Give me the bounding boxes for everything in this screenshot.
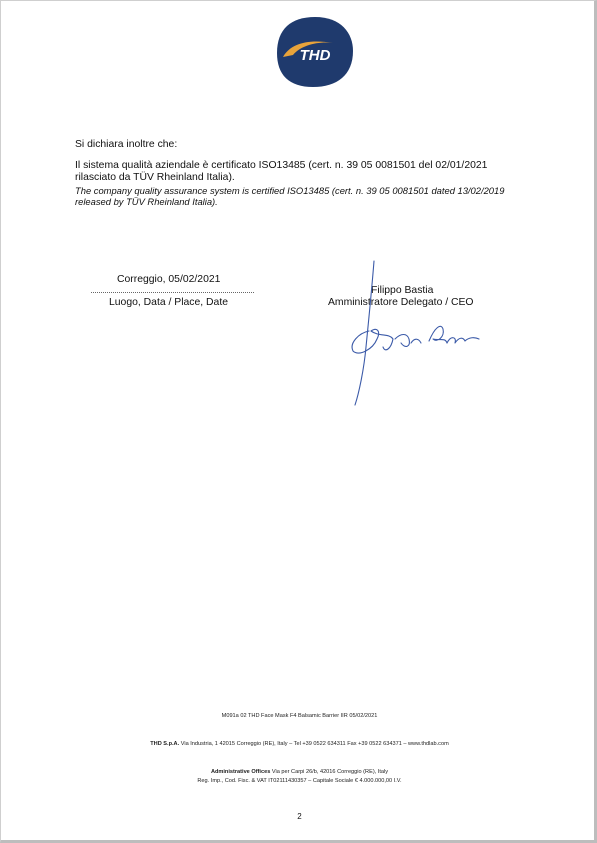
signer-title: Amministratore Delegato / CEO — [328, 297, 474, 308]
declaration-it-line1: Il sistema qualità aziendale è certificato ISO13485 (cert. n. 39 05 0081501 del 02/01/2021 — [75, 160, 488, 171]
thd-logo — [271, 15, 357, 89]
footer-company-line — [1, 741, 597, 747]
declaration-it-line2: rilasciato da TÜV Rheinland Italia). — [75, 172, 235, 183]
place-date-label: Luogo, Data / Place, Date — [109, 297, 228, 308]
footer-company-name: THD S.p.A. — [150, 741, 180, 747]
place-date-dotted-line — [91, 292, 254, 293]
footer-doc-ref: M091a 02 THD Face Mask F4 Balsamic Barrier IIR 05/02/2021 — [221, 713, 378, 719]
footer-admin-label: Administrative Offices — [210, 769, 271, 775]
handwritten-signature — [341, 257, 491, 407]
footer-admin-address: Via per Carpi 26/b, 42016 Correggio (RE), Italy — [270, 769, 389, 775]
page-number: 2 — [297, 812, 302, 821]
footer-company-contacts: Via Industria, 1 42015 Correggio (RE), Italy – Tel +39 0522 634311 Fax +39 0522 634371 – www.thdlab.com — [179, 741, 449, 747]
place-date-value: Correggio, 05/02/2021 — [117, 274, 221, 285]
footer-registration: Reg. Imp., Cod. Fisc. & VAT IT02111430357 – Capitale Sociale € 4.000.000,00 I.V. — [197, 778, 402, 784]
footer-admin-line — [1, 769, 597, 775]
signer-name: Filippo Bastia — [371, 285, 434, 296]
declaration-intro: Si dichiara inoltre che: — [75, 139, 178, 150]
logo-text: THD — [299, 47, 331, 64]
declaration-en-line2: released by TÜV Rheinland Italia). — [75, 196, 218, 207]
declaration-en-line1: The company quality assurance system is certified ISO13485 (cert. n. 39 05 0081501 dated 13/02/2019 — [75, 185, 505, 196]
